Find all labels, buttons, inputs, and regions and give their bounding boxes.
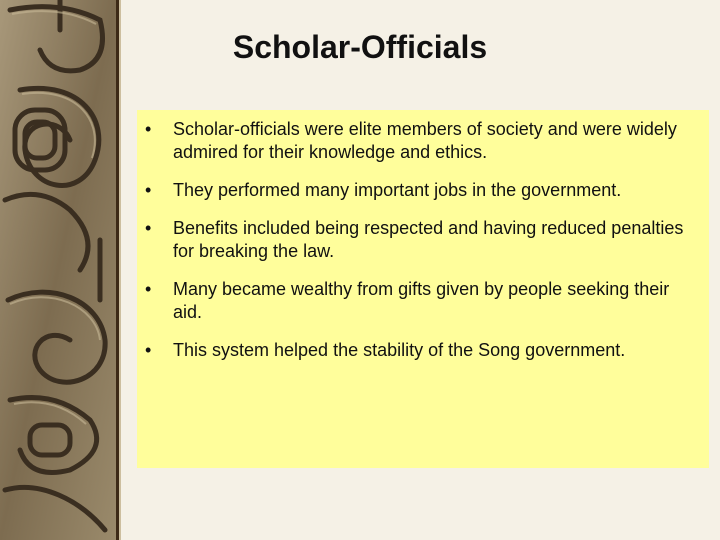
carved-bronze-decoration-image: [0, 0, 116, 540]
bullet-marker: •: [145, 180, 152, 200]
bullet-text: This system helped the stability of the Song government.: [173, 340, 626, 360]
bullet-text: They performed many important jobs in the government.: [173, 180, 622, 200]
bullet-text: Scholar-officials were elite members of society and were widely admired for their knowledge and ethics.: [173, 119, 677, 162]
slide-title: Scholar-Officials: [232, 29, 488, 65]
bullet-marker: •: [145, 340, 152, 360]
bullet-marker: •: [145, 119, 152, 139]
bullet-item: [137, 339, 697, 362]
bullet-text: Many became wealthy from gifts given by people seeking their aid.: [173, 279, 670, 322]
bullet-item: [137, 179, 697, 202]
bullet-text: Benefits included being respected and having reduced penalties for breaking the law.: [173, 218, 684, 261]
bullet-item: [137, 217, 697, 263]
bullet-marker: •: [145, 218, 152, 238]
vertical-divider-highlight: [119, 0, 121, 540]
bullet-list: [137, 118, 697, 377]
bullet-item: [137, 118, 697, 164]
bullet-item: [137, 278, 697, 324]
bullet-marker: •: [145, 279, 152, 299]
